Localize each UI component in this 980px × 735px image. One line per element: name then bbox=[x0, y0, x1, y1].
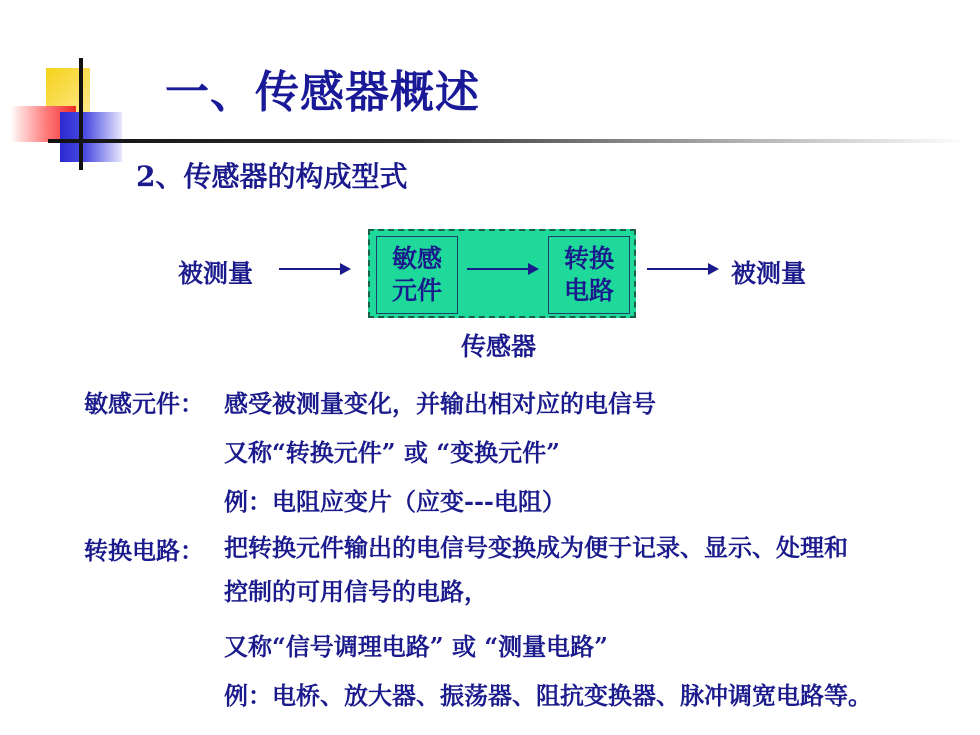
sensitive-alias: 又称“转换元件” 或 “变换元件” bbox=[224, 438, 560, 467]
sensitive-element-line2: 元件 bbox=[391, 276, 442, 305]
arrow-output-icon bbox=[647, 268, 717, 270]
arrow-middle-icon bbox=[467, 268, 537, 270]
arrow-input-icon bbox=[279, 268, 349, 270]
circuit-example: 例：电桥、放大器、振荡器、阻抗变换器、脉冲调宽电路等。 bbox=[224, 681, 872, 710]
sensor-label: 传感器 bbox=[461, 332, 537, 361]
slide-subtitle: 2、传感器的构成型式 bbox=[136, 160, 408, 193]
slide-title: 一、传感器概述 bbox=[165, 67, 480, 118]
circuit-alias: 又称“信号调理电路” 或 “测量电路” bbox=[224, 632, 608, 661]
sensitive-term: 敏感元件： bbox=[84, 389, 204, 418]
logo-blue-square bbox=[60, 112, 122, 162]
output-label: 被测量 bbox=[731, 259, 807, 288]
sensitive-element-line1: 敏感 bbox=[391, 244, 442, 273]
circuit-definition-line1: 把转换元件输出的电信号变换成为便于记录、显示、处理和 bbox=[224, 533, 848, 562]
conversion-circuit-line1: 转换 bbox=[563, 244, 614, 273]
input-label: 被测量 bbox=[178, 259, 254, 288]
conversion-circuit-box bbox=[548, 236, 630, 314]
circuit-term: 转换电路： bbox=[84, 536, 204, 565]
logo-vertical-line bbox=[79, 58, 83, 170]
sensitive-definition: 感受被测量变化，并输出相对应的电信号 bbox=[224, 389, 656, 418]
conversion-circuit-line2: 电路 bbox=[563, 276, 614, 305]
circuit-definition-line2: 控制的可用信号的电路， bbox=[224, 577, 488, 606]
sensitive-element-box bbox=[376, 236, 458, 314]
title-divider bbox=[48, 139, 968, 143]
sensitive-example: 例：电阻应变片（应变---电阻） bbox=[224, 487, 566, 516]
